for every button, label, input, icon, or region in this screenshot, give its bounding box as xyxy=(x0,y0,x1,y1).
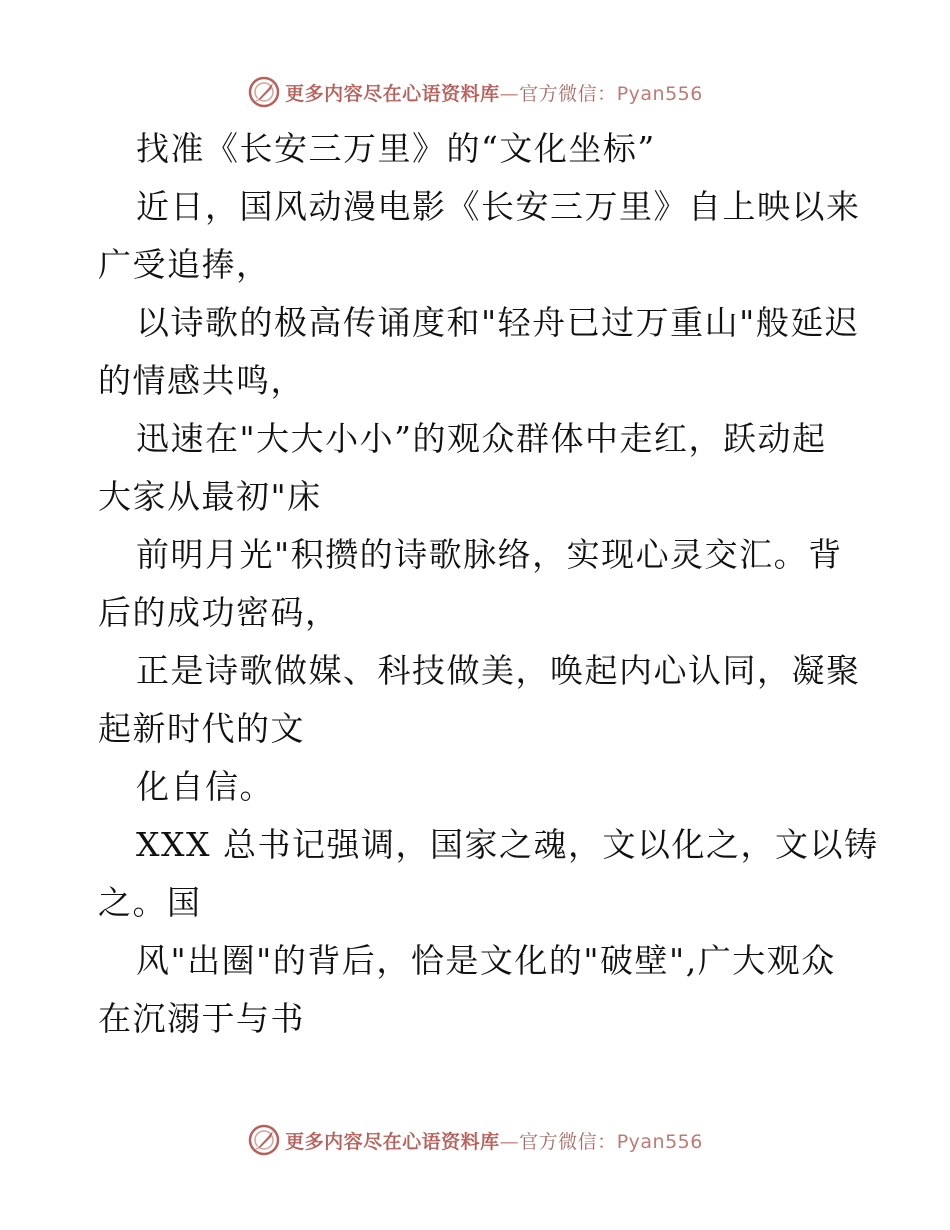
doc-line: 正是诗歌做媒、科技做美，唤起内心认同，凝聚 xyxy=(136,651,861,690)
doc-line: 以诗歌的极高传诵度和"轻舟已过万重山"般延迟 xyxy=(136,303,860,342)
quill-logo-icon xyxy=(247,1123,281,1157)
document-body xyxy=(98,120,879,1048)
doc-line: 前明月光"积攒的诗歌脉络，实现心灵交汇。背 xyxy=(136,535,843,574)
watermark-wechat-label: 官方微信： xyxy=(519,82,617,105)
watermark-dash: — xyxy=(499,1130,520,1153)
doc-line: XXX 总书记强调，国家之魂，文以化之，文以铸 xyxy=(136,825,879,864)
watermark-dash: — xyxy=(499,82,520,105)
watermark-wechat-id: Pyan556 xyxy=(616,82,703,105)
doc-line: 风"出圈"的背后，恰是文化的"破壁",广大观众 xyxy=(136,941,836,980)
doc-line: 在沉溺于与书 xyxy=(98,999,305,1038)
doc-line: 化自信。 xyxy=(136,767,274,806)
watermark-wechat-label: 官方微信： xyxy=(519,1130,617,1153)
watermark-text xyxy=(285,79,703,106)
header-watermark xyxy=(0,72,950,112)
doc-line: 迅速在"大大小小”的观众群体中走红，跃动起 xyxy=(136,419,827,458)
doc-line: 广受追捧， xyxy=(98,245,271,284)
quill-logo-icon xyxy=(247,75,281,109)
doc-line: 后的成功密码， xyxy=(98,593,340,632)
doc-line: 的情感共鸣， xyxy=(98,361,305,400)
watermark-site: 更多内容尽在心语资料库 xyxy=(285,82,500,105)
footer-watermark xyxy=(0,1120,950,1160)
doc-title: 找准《长安三万里》的“文化坐标” xyxy=(136,129,656,168)
doc-line: 大家从最初"床 xyxy=(98,477,322,516)
doc-line: 之。国 xyxy=(98,883,202,922)
watermark-text xyxy=(285,1127,703,1154)
doc-line: 近日，国风动漫电影《长安三万里》自上映以来 xyxy=(136,187,861,226)
watermark-site: 更多内容尽在心语资料库 xyxy=(285,1130,500,1153)
doc-line: 起新时代的文 xyxy=(98,709,305,748)
watermark-wechat-id: Pyan556 xyxy=(616,1130,703,1153)
